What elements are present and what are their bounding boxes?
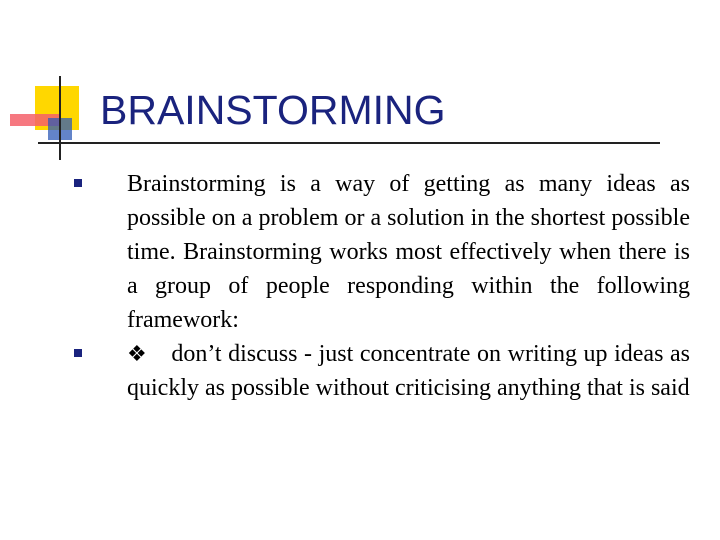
bullet-sub-text: don’t discuss - just concentrate on writing up ideas as quickly as possible without criticising anything that is said — [127, 341, 690, 401]
bullet-item — [74, 337, 690, 405]
bullet-text: Brainstorming is a way of getting as many ideas as possible on a problem or a solution in the shortest possible time. Brainstorming works most effectively when there is a group of people responding within the following framework: — [127, 171, 690, 333]
square-bullet-icon — [74, 349, 82, 357]
four-diamond-bullet-icon: ❖ — [127, 341, 148, 366]
slide-title: BRAINSTORMING — [100, 87, 446, 133]
bullet-text — [127, 337, 690, 405]
bullet-list — [74, 167, 690, 405]
bullet-item — [74, 167, 690, 337]
square-bullet-icon — [74, 179, 82, 187]
